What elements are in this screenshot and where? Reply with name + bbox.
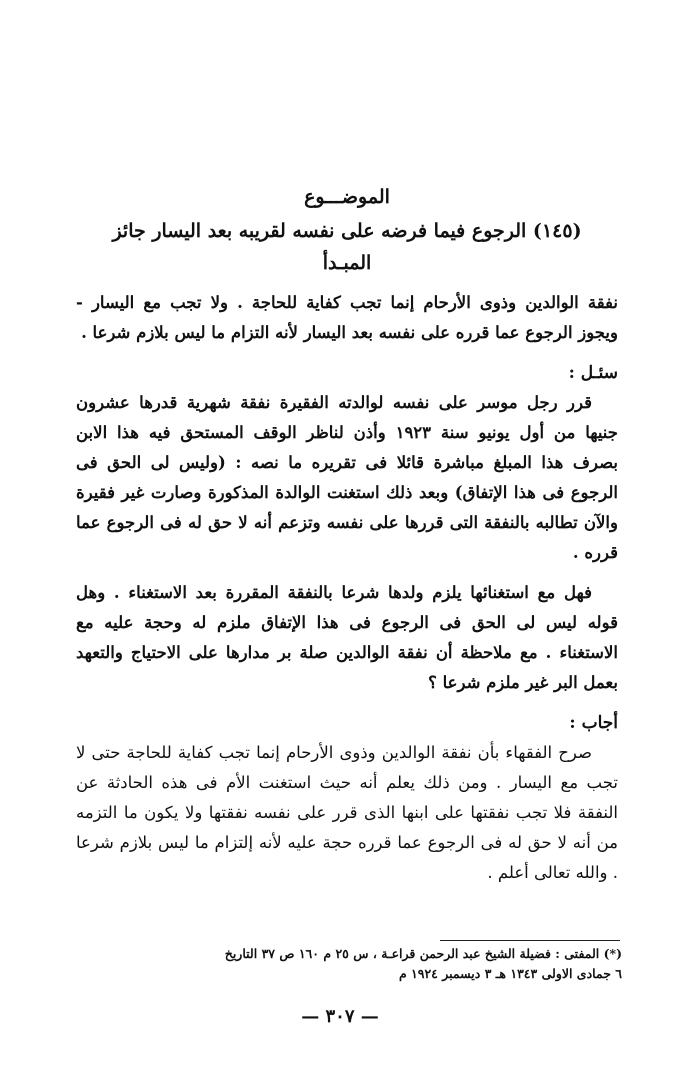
- question-label: سئـل :: [568, 363, 618, 383]
- section-heading-principle: المبـدأ: [322, 252, 372, 274]
- footnote-line-2: ٦ جمادى الاولى ١٣٤٣ هـ ٣ ديسمبر ١٩٢٤ م: [398, 966, 622, 981]
- question-paragraph-2: فهل مع استغنائها يلزم ولدها شرعا بالنفقة المقررة بعد الاستغناء . وهل قوله ليس لى الحق فى الرجوع فى هذا الإتفاق ملزم له وحجة عليه مع الاستغناء . مع ملاحظة أن نفقة الوالدين صلة بر مدارها على الاحتياج والتعهد بعمل البر غير ملزم شرعا ؟: [76, 583, 618, 692]
- footnote: [76, 944, 622, 984]
- footnote-divider: [440, 940, 620, 941]
- page-number: — ٣٠٧ —: [301, 1006, 379, 1027]
- section-heading-topic: الموضـــوع: [304, 186, 390, 208]
- principle-paragraph: نفقة الوالدين وذوى الأرحام إنما تجب كفاية للحاجة . ولا تجب مع اليسار - ويجوز الرجوع عما قرره على نفسه بعد اليسار لأنه التزام ما ليس بلازم شرعا .: [76, 293, 618, 342]
- answer-label: أجاب :: [569, 713, 618, 733]
- question-paragraph: قرر رجل موسر على نفسه لوالدته الفقيرة نفقة شهرية قدرها عشرون جنيها من أول يونيو سنة ١٩٢٣ وأذن لناظر الوقف المستحق فيه هذا الابن بصرف هذا المبلغ مباشرة قائلا فى تقريره ما نصه : (وليس لى الحق فى الرجوع فى هذا الإتفاق) وبعد ذلك استغنت الوالدة المذكورة وصارت غير فقيرة والآن تطالبه بالنفقة التى قررها على نفسه وتزعم أنه لا حق له فى الرجوع عما قرره .: [76, 393, 618, 562]
- fatwa-title: (١٤٥) الرجوع فيما فرضه على نفسه لقريبه بعد اليسار جائز: [112, 220, 582, 242]
- document-page: [76, 168, 618, 888]
- footnote-line-1: (*) المفتى : فضيلة الشيخ عبد الرحمن قراعـة ، س ٢٥ م ١٦٠ ص ٣٧ التاريخ: [224, 946, 622, 961]
- answer-paragraph: صرح الفقهاء بأن نفقة الوالدين وذوى الأرحام إنما تجب كفاية للحاجة حتى لا تجب مع اليسار . ومن ذلك يعلم أنه حيث استغنت الأم فى هذه الحادثة عن النفقة فلا تجب نفقتها على ابنها الذى قرر على نفسه نفقتها ولا يكون ما التزمه من أنه لا حق له فى الرجوع عما قرره حجة عليه لأنه إلتزام ما ليس بلازم شرعا . والله تعالى أعلم .: [76, 743, 618, 882]
